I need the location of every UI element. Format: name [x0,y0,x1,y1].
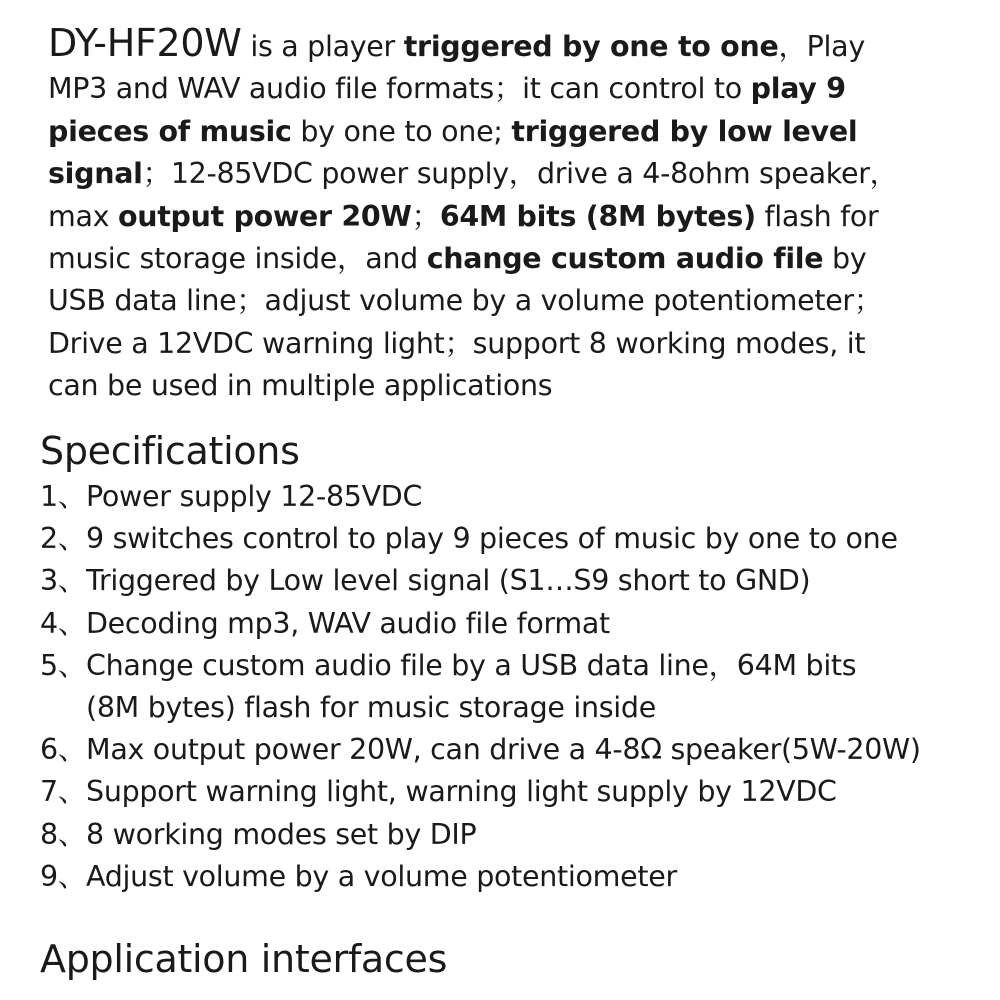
spec-item-continuation: (8M bytes) flash for music storage inside [86,691,656,725]
spec-item: 9、Adjust volume by a volume potentiometer [40,859,677,893]
intro-line-3: pieces of music by one to one; triggered by low level [48,114,858,148]
intro-line-6: music storage inside，and change custom audio file by [48,242,867,276]
spec-item: 2、9 switches control to play 9 pieces of music by one to one [40,522,898,556]
spec-item: 5、Change custom audio file by a USB data line，64M bits [40,648,857,682]
intro-line-7: USB data line；adjust volume by a volume potentiometer； [48,284,883,318]
intro-line-1: DY-HF20W is a player triggered by one to one，Play [48,21,865,65]
product-title: DY-HF20W [48,21,242,65]
spec-item: 1、Power supply 12-85VDC [40,480,423,513]
intro-paragraph [48,22,988,408]
intro-line-9: can be used in multiple applications [48,369,553,403]
intro-line-5: max output power 20W；64M bits (8M bytes) flash for [48,199,879,233]
spec-item: 8、8 working modes set by DIP [40,817,477,851]
intro-line-8: Drive a 12VDC warning light；support 8 working modes, it [48,326,866,360]
spec-item: 4、Decoding mp3, WAV audio file format [40,606,610,640]
intro-line-4: signal；12-85VDC power supply，drive a 4-8ohm speaker， [48,157,898,191]
spec-item: 3、Triggered by Low level signal (S1…S9 short to GND) [40,564,811,598]
application-interfaces-heading: Application interfaces [40,937,448,981]
spec-item: 7、Support warning light, warning light supply by 12VDC [40,775,837,809]
intro-line-2: MP3 and WAV audio file formats；it can control to play 9 [48,72,846,106]
specifications-list [40,476,990,898]
specifications-heading: Specifications [40,429,300,473]
spec-item: 6、Max output power 20W, can drive a 4-8Ω speaker(5W-20W) [40,733,921,767]
